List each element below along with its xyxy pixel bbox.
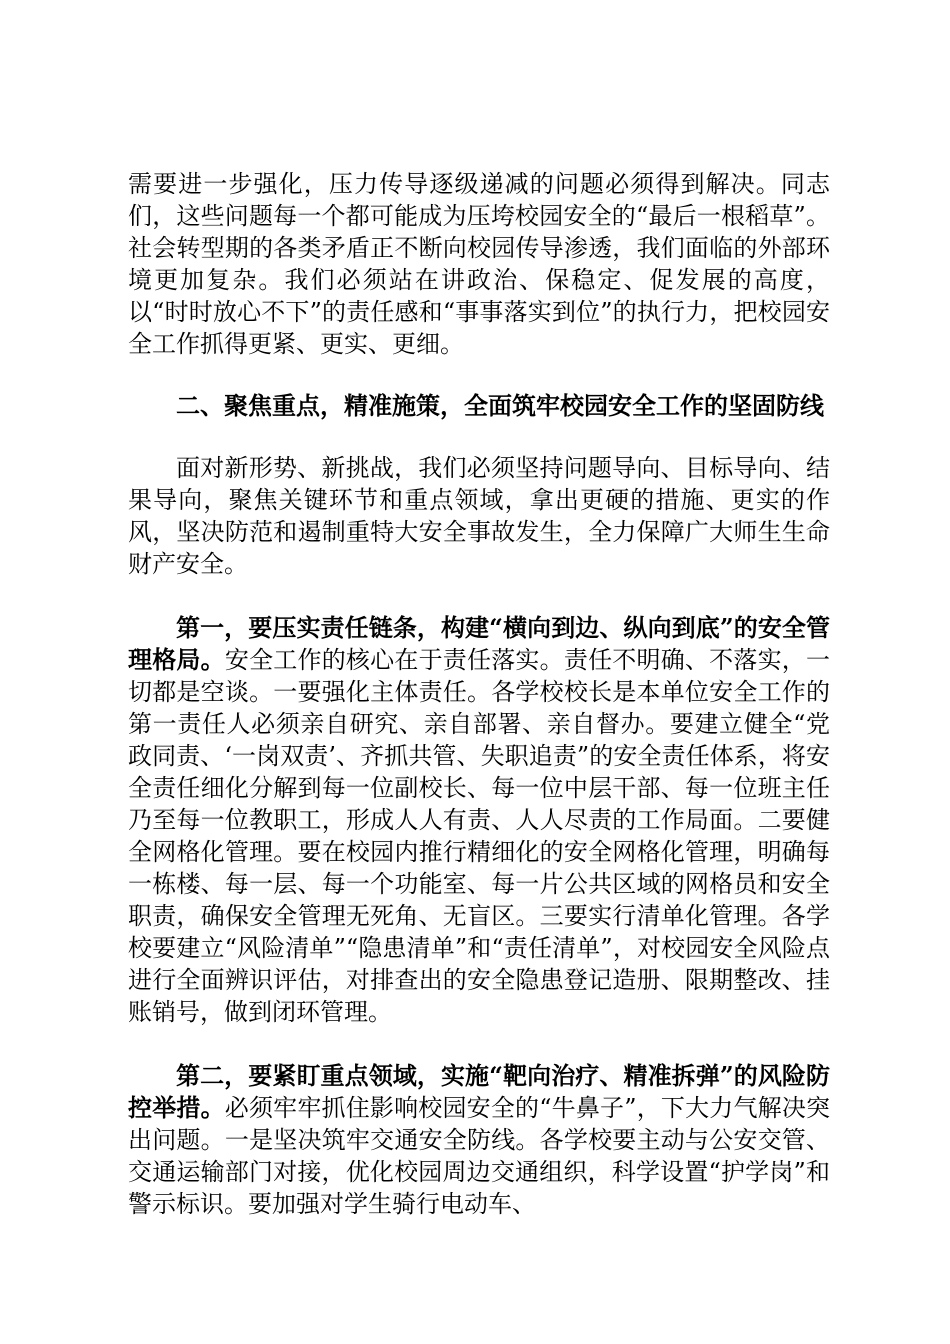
paragraph-continuation: 需要进一步强化，压力传导逐级递减的问题必须得到解决。同志们，这些问题每一个都可能成为压垮校园安全的“最后一根稻草”。社会转型期的各类矛盾正不断向校园传导渗透，我们面临的外部环境更加复杂。我们必须站在讲政治、保稳定、促发展的高度，以“时时放心不下”的责任感和“事事落实到位”的执行力，把校园安全工作抓得更紧、更实、更细。 [128, 170, 830, 358]
point-2-lead: 第二，要紧盯重点领域，实施“靶向治疗、精准拆弹”的风险防控举措。 [128, 1061, 830, 1122]
paragraph-point-1 [128, 612, 830, 1028]
point-1-lead: 第一，要压实责任链条，构建“横向到边、纵向到底”的安全管理格局。 [128, 613, 830, 674]
document-body [128, 168, 830, 1220]
point-1-body: 安全工作的核心在于责任落实。责任不明确、不落实，一切都是空谈。一要强化主体责任。各学校校长是本单位安全工作的第一责任人必须亲自研究、亲自部署、亲自督办。要建立健全“党政同责、‘一岗双责’、齐抓共管、失职追责”的安全责任体系，将安全责任细化分解到每一位副校长、每一位中层干部、每一位班主任乃至每一位教职工，形成人人有责、人人尽责的工作局面。二要健全网格化管理。要在校园内推行精细化的安全网格化管理，明确每一栋楼、每一层、每一个功能室、每一片公共区域的网格员和安全职责，确保安全管理无死角、无盲区。三要实行清单化管理。各学校要建立“风险清单”“隐患清单”和“责任清单”，对校园安全风险点进行全面辨识评估，对排查出的安全隐患登记造册、限期整改、挂账销号，做到闭环管理。 [128, 646, 831, 1026]
section-heading-2: 二、聚焦重点，精准施策，全面筑牢校园安全工作的坚固防线 [176, 391, 824, 420]
point-2-body: 必须牢牢抓住影响校园安全的“牛鼻子”，下大力气解决突出问题。一是坚决筑牢交通安全防线。各学校要主动与公安交管、交通运输部门对接，优化校园周边交通组织，科学设置“护学岗”和警示标识。要加强对学生骑行电动车、 [128, 1094, 831, 1218]
paragraph-point-2 [128, 1060, 830, 1220]
paragraph-intro: 面对新形势、新挑战，我们必须坚持问题导向、目标导向、结果导向，聚焦关键环节和重点领域，拿出更硬的措施、更实的作风，坚决防范和遏制重特大安全事故发生，全力保障广大师生生命财产安全。 [128, 454, 830, 578]
